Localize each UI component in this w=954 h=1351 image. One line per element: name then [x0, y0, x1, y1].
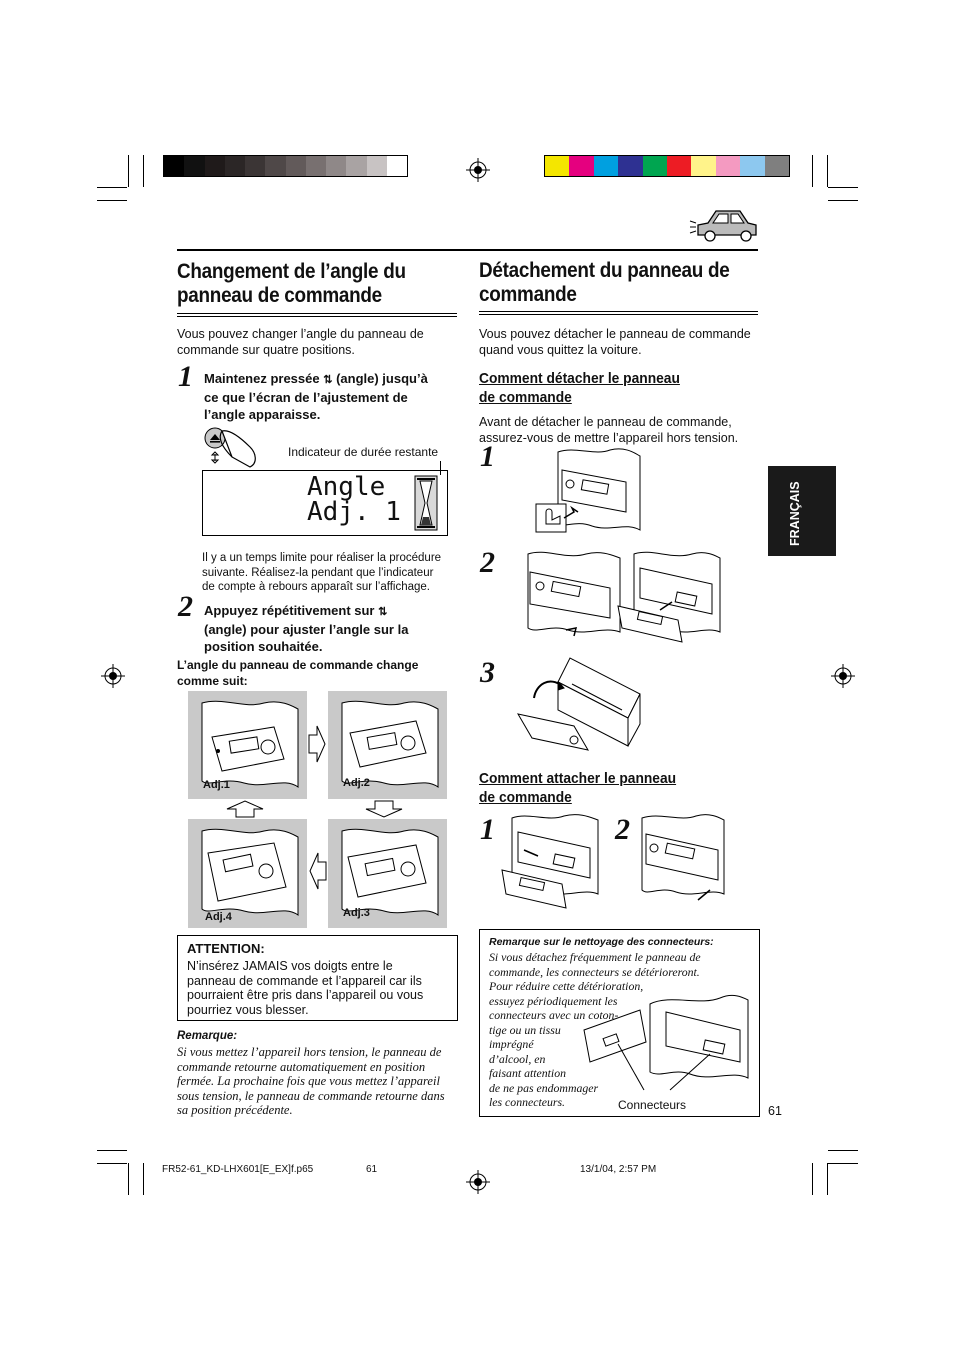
- gray-swatch: [245, 156, 265, 176]
- section-title: Détachement du panneau de commande: [479, 259, 730, 306]
- page-number: 61: [768, 1104, 782, 1118]
- attach-step1-illustration: [498, 812, 603, 924]
- crop-mark: [143, 1163, 144, 1195]
- angle-icon: ⇅: [323, 374, 333, 386]
- gray-swatch: [367, 156, 387, 176]
- detach-step2b-illustration: [612, 548, 724, 660]
- gray-swatch: [184, 156, 204, 176]
- adj4-label: Adj.4: [205, 911, 232, 923]
- cleaning-note-box: [479, 929, 760, 1117]
- step-number: 1: [480, 440, 495, 473]
- cleaning-note-title: Remarque sur le nettoyage des connecteurs:: [489, 936, 714, 948]
- registration-mark-icon: [831, 664, 855, 688]
- arrow-up-icon: [226, 800, 264, 818]
- section-title: Changement de l’angle du panneau de commande: [177, 260, 406, 307]
- color-swatch: [740, 156, 764, 176]
- adj2-label: Adj.2: [343, 777, 370, 789]
- detach-text: Avant de détacher le panneau de commande, assurez-vous de mettre l’appareil hors tension.: [479, 415, 739, 445]
- attach-step2-illustration: [636, 812, 728, 908]
- registration-mark-icon: [101, 664, 125, 688]
- crop-mark: [97, 1150, 127, 1151]
- title-rule: [479, 311, 758, 312]
- crop-mark: [827, 155, 828, 187]
- indicator-label: Indicateur de durée restante: [288, 445, 439, 459]
- arrow-down-icon: [365, 800, 403, 818]
- color-swatch: [594, 156, 618, 176]
- step-number: 1: [480, 813, 495, 846]
- adj1-panel: [188, 691, 307, 799]
- connectors-label: Connecteurs: [618, 1098, 687, 1112]
- faceplate-illustration: [194, 697, 304, 792]
- crop-mark: [812, 155, 813, 187]
- title-rule: [177, 313, 457, 314]
- color-swatch: [691, 156, 715, 176]
- step-1-text: Maintenez pressée ⇅ (angle) jusqu’à ce que l’écran de l’ajustement de l’angle apparaisse.: [204, 371, 428, 422]
- gray-swatch: [205, 156, 225, 176]
- angle-icon: ⇅: [378, 606, 388, 618]
- connectors-illustration: [580, 990, 750, 1098]
- arrow-right-icon: [308, 725, 326, 763]
- intro-text: Vous pouvez changer l’angle du panneau de commande sur quatre positions.: [177, 327, 424, 357]
- footer-date: 13/1/04, 2:57 PM: [580, 1164, 657, 1175]
- adj1-label: Adj.1: [203, 779, 230, 791]
- faceplate-illustration: [334, 825, 444, 920]
- hourglass-icon: [414, 475, 438, 531]
- attention-title: ATTENTION:: [187, 941, 265, 956]
- gray-swatch: [326, 156, 346, 176]
- adj4-panel: [188, 819, 307, 928]
- registration-mark-icon: [466, 158, 490, 182]
- color-swatch: [545, 156, 569, 176]
- step-number: 2: [480, 546, 495, 579]
- angle-button-illustration: [200, 425, 260, 473]
- remark-text: Si vous mettez l’appareil hors tension, le panneau de commande retourne automatiquement en position fermée. La prochaine fois que vous mettez l’appareil sous tension, le panneau de commande retourne dans sa position précédente.: [177, 1045, 445, 1117]
- gray-swatch: [387, 156, 407, 176]
- title-rule: [479, 314, 758, 315]
- attention-text: N’insérez JAMAIS vos doigts entre le panneau de commande et l’appareil car ils pourraient être pris dans l’appareil ou vous pourriez vous blesser.: [187, 959, 424, 1017]
- language-tab: [768, 466, 836, 556]
- step-number: 2: [615, 813, 630, 846]
- attention-box: [177, 935, 458, 1021]
- display-line-2: Adj. 1: [307, 497, 401, 527]
- title-rule: [177, 316, 457, 317]
- step-2-text: Appuyez répétitivement sur ⇅ (angle) pour ajuster l’angle sur la position souhaitée.: [204, 603, 409, 654]
- angle-change-caption: L’angle du panneau de commande change comme suit:: [177, 658, 419, 688]
- language-tab-label: FRANÇAIS: [788, 481, 802, 546]
- crop-mark: [828, 200, 858, 201]
- footer-file: FR52-61_KD-LHX601[E_EX]f.p65: [162, 1164, 314, 1175]
- crop-mark: [97, 187, 127, 188]
- step-number: 3: [480, 656, 495, 689]
- intro-text: Vous pouvez détacher le panneau de commande quand vous quittez la voiture.: [479, 327, 751, 357]
- color-bars: [544, 155, 790, 177]
- crop-mark: [828, 1163, 858, 1164]
- crop-mark: [97, 1163, 127, 1164]
- adj2-panel: [328, 691, 447, 799]
- color-swatch: [618, 156, 642, 176]
- crop-mark: [128, 1163, 129, 1195]
- step-number: 1: [178, 360, 193, 393]
- crop-mark: [97, 200, 127, 201]
- crop-mark: [812, 1163, 813, 1195]
- registration-mark-icon: [466, 1170, 490, 1194]
- time-limit-note: Il y a un temps limite pour réaliser la procédure suivante. Réalisez-la pendant que l’indicateur de compte à rebours apparaît sur l’affichage.: [202, 552, 442, 593]
- gray-swatch: [164, 156, 184, 176]
- top-rule: [177, 249, 758, 251]
- angle-display: [202, 470, 448, 536]
- display-line-1: Angle: [307, 472, 386, 502]
- crop-mark: [828, 1150, 858, 1151]
- gray-swatch: [265, 156, 285, 176]
- gray-swatch: [286, 156, 306, 176]
- crop-mark: [828, 187, 858, 188]
- arrow-left-icon: [309, 852, 327, 890]
- adj3-label: Adj.3: [343, 907, 370, 919]
- footer-page: 61: [366, 1164, 378, 1175]
- attach-subtitle: Comment attacher le panneau de commande: [479, 770, 677, 806]
- step-number: 2: [178, 590, 193, 623]
- faceplate-illustration: [194, 825, 304, 920]
- gray-swatch: [346, 156, 366, 176]
- gray-swatch: [306, 156, 326, 176]
- detach-step3-illustration: [514, 654, 646, 756]
- color-swatch: [643, 156, 667, 176]
- car-icon: [688, 203, 760, 247]
- detach-subtitle: Comment détacher le panneau de commande: [479, 370, 680, 406]
- crop-mark: [143, 155, 144, 187]
- crop-mark: [128, 155, 129, 187]
- color-swatch: [569, 156, 593, 176]
- color-swatch: [667, 156, 691, 176]
- remark-title: Remarque:: [177, 1030, 238, 1042]
- crop-mark: [827, 1163, 828, 1195]
- color-swatch: [716, 156, 740, 176]
- gray-ramp: [163, 155, 408, 177]
- adj3-panel: [328, 819, 447, 928]
- cleaning-note-text: Si vous détachez fréquemment le panneau de commande, les connecteurs se détérioreront. Pour réduire cette détérioration, essuyez périodiquement les connecteurs avec un coton- tige ou un tissu imprégné d’alcool, en faisant attention de ne pas endommager les connecteurs.: [489, 950, 701, 1109]
- color-swatch: [765, 156, 789, 176]
- detach-step1-illustration: [530, 446, 645, 534]
- gray-swatch: [225, 156, 245, 176]
